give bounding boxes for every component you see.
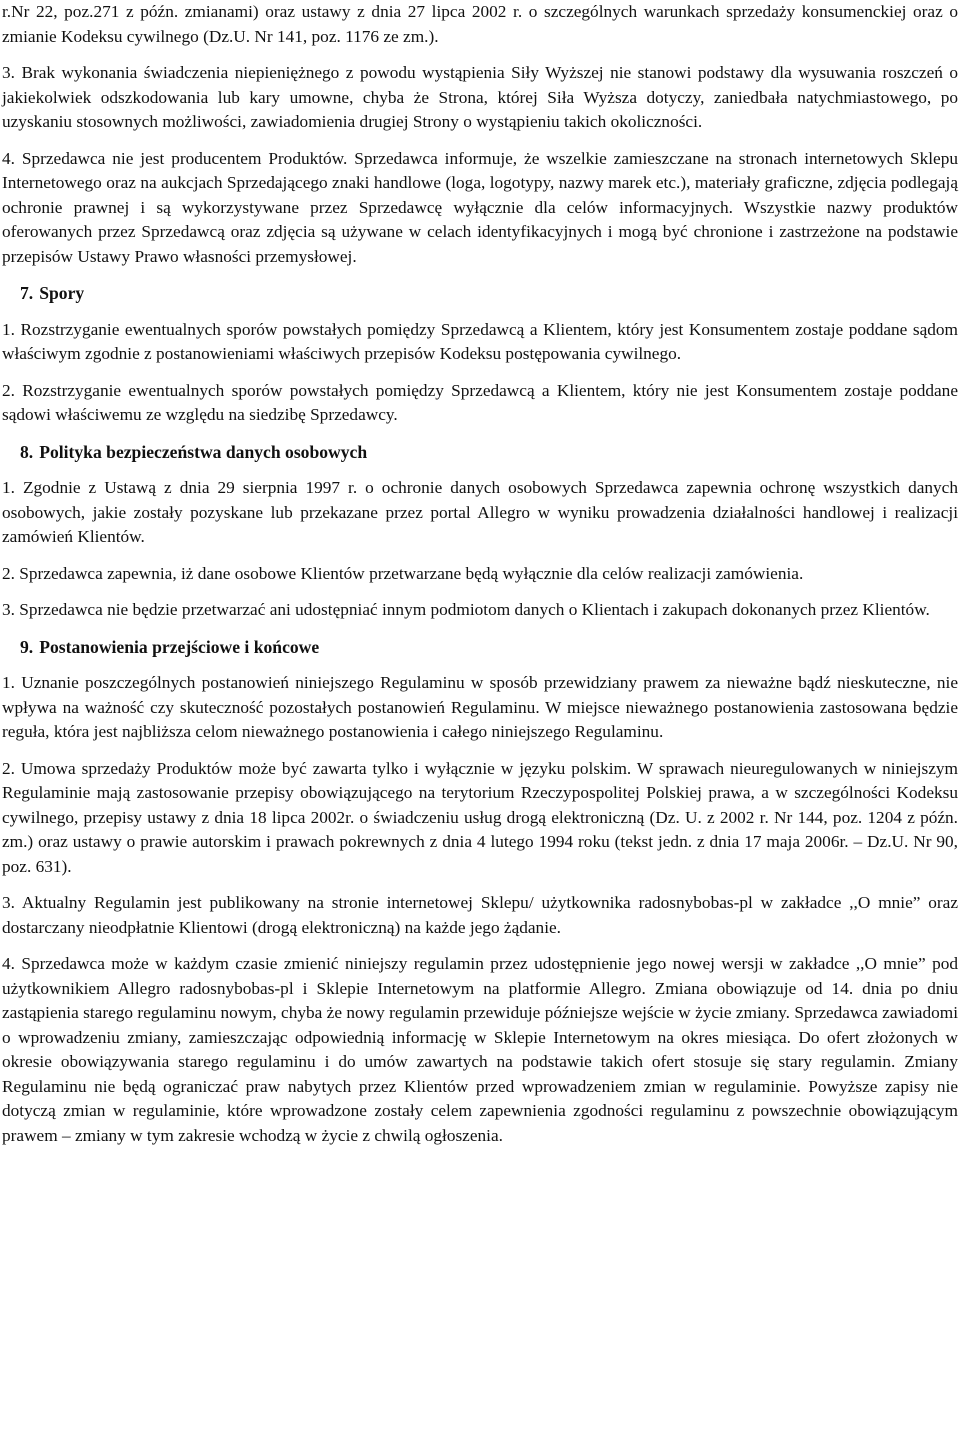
section-7-number: 7. bbox=[20, 283, 34, 303]
section-9-item-3: 3. Aktualny Regulamin jest publikowany na stronie internetowej Sklepu/ użytkownika radosnybobas-pl w zakładce ,,O mnie” oraz dostarczany nieodpłatnie Klientowi (drogą elektroniczną) na każde jego żądanie. bbox=[2, 893, 958, 937]
section-8-heading bbox=[2, 440, 958, 465]
paragraph-4-trademarks: 4. Sprzedawca nie jest producentem Produktów. Sprzedawca informuje, że wszelkie zamieszczane na stronach internetowych Sklepu Internetowego oraz na aukcjach Sprzedającego znaki handlowe (loga, logotypy, nazwy marek etc.), materiały graficzne, zdjęcia podlegają ochronie prawnej i są wykorzystywane przez Sprzedawcę wyłącznie dla celów informacyjnych. Wszystkie nazwy produktów oferowanych przez Sprzedawcą oraz zdjęcia są używane w celach identyfikacyjnych i mogą być chronione i zastrzeżone na podstawie przepisów Ustawy Prawo własności przemysłowej. bbox=[2, 148, 958, 266]
intro-paragraph: r.Nr 22, poz.271 z późn. zmianami) oraz ustawy z dnia 27 lipca 2002 r. o szczególnych warunkach sprzedaży konsumenckiej oraz o zmianie Kodeksu cywilnego (Dz.U. Nr 141, poz. 1176 ze zm.). bbox=[2, 2, 958, 46]
section-9-item-2: 2. Umowa sprzedaży Produktów może być zawarta tylko i wyłącznie w języku polskim. W sprawach nieuregulowanych w niniejszym Regulaminie mają zastosowanie przepisy obowiązującego na terytorium Rzeczypospolitej Polskiej prawa, a w szczególności Kodeksu cywilnego, przepisy ustawy z dnia 18 lipca 2002r. o świadczeniu usług drogą elektroniczną (Dz. U. z 2002 r. Nr 144, poz. 1204 z późn. zm.) oraz ustawy o prawie autorskim i prawach pokrewnych z dnia 4 lutego 1994 roku (tekst jedn. z dnia 17 maja 2006r. – Dz.U. Nr 90, poz. 631). bbox=[2, 758, 958, 876]
section-7-title: Spory bbox=[39, 283, 85, 303]
section-7-item-1: 1. Rozstrzyganie ewentualnych sporów powstałych pomiędzy Sprzedawcą a Klientem, który jest Konsumentem zostaje poddane sądom właściwym zgodnie z postanowieniami właściwych przepisów Kodeksu postępowania cywilnego. bbox=[2, 319, 958, 363]
section-9-heading bbox=[2, 635, 958, 660]
section-9-item-4: 4. Sprzedawca może w każdym czasie zmienić niniejszy regulamin przez udostępnienie jego nowej wersji w zakładce ,,O mnie” pod użytkownikiem Allegro radosnybobas-pl i Sklepie Internetowym na platformie Allegro. Zmiana obowiązuje od 14. dnia po dniu zastąpienia starego regulaminu nowym, chyba że nowy regulamin przewiduje późniejsze wejście w życie zmiany. Sprzedawca zawiadomi o wprowadzeniu zmiany, zamieszczając odpowiednią informację w Sklepie Internetowym na okres miesiąca. Do ofert złożonych w okresie obowiązywania starego regulaminu i do umów zawartych na podstawie takich ofert stosuje się stary regulamin. Zmiany Regulaminu nie będą ograniczać praw nabytych przez Klientów przed wprowadzeniem zmian w regulaminie. Powyższe zapisy nie dotyczą zmian w regulaminie, które wprowadzone zostały celem zapewnienia zgodności regulaminu z powszechnie obowiązującym prawem – zmiany w tym zakresie wchodzą w życie z chwilą ogłoszenia. bbox=[2, 954, 958, 1145]
paragraph-3-force-majeure: 3. Brak wykonania świadczenia niepieniężnego z powodu wystąpienia Siły Wyższej nie stanowi podstawy dla wysuwania roszczeń o jakiekolwiek odszkodowania lub kary umowne, chyba że Strona, której Siła Wyższa dotyczy, zaniedbała natychmiastowego, po uzyskaniu stosownych możliwości, zawiadomienia drugiej Strony o wystąpieniu takich okoliczności. bbox=[2, 63, 958, 131]
section-8-item-3: 3. Sprzedawca nie będzie przetwarzać ani udostępniać innym podmiotom danych o Klientach i zakupach dokonanych przez Klientów. bbox=[2, 600, 930, 619]
section-9-title: Postanowienia przejściowe i końcowe bbox=[39, 636, 320, 657]
section-7-item-2: 2. Rozstrzyganie ewentualnych sporów powstałych pomiędzy Sprzedawcą a Klientem, który nie jest Konsumentem zostaje poddane sądowi właściwemu ze względu na siedzibę Sprzedawcy. bbox=[2, 380, 958, 424]
section-8-item-2: 2. Sprzedawca zapewnia, iż dane osobowe Klientów przetwarzane będą wyłącznie dla celów realizacji zamówienia. bbox=[2, 563, 804, 583]
section-7-heading bbox=[2, 281, 958, 306]
section-9-item-1: 1. Uznanie poszczególnych postanowień niniejszego Regulaminu w sposób przewidziany prawem za nieważne bądź nieskuteczne, nie wpływa na ważność czy skuteczność pozostałych postanowień Regulaminu. W miejsce nieważnego postanowienia zastosowana będzie reguła, która jest najbliższa celom nieważnego postanowienia i całego niniejszego Regulaminu. bbox=[2, 673, 958, 741]
section-8-title: Polityka bezpieczeństwa danych osobowych bbox=[39, 441, 368, 462]
section-9-number: 9. bbox=[20, 636, 34, 657]
section-8-number: 8. bbox=[20, 441, 34, 462]
section-8-item-1: 1. Zgodnie z Ustawą z dnia 29 sierpnia 1997 r. o ochronie danych osobowych Sprzedawca zapewnia ochronę wszystkich danych osobowych, jakie zostały pozyskane lub przekazane przez portal Allegro w wyniku prowadzenia działalności handlowej i realizacji zamówień Klientów. bbox=[2, 478, 958, 546]
